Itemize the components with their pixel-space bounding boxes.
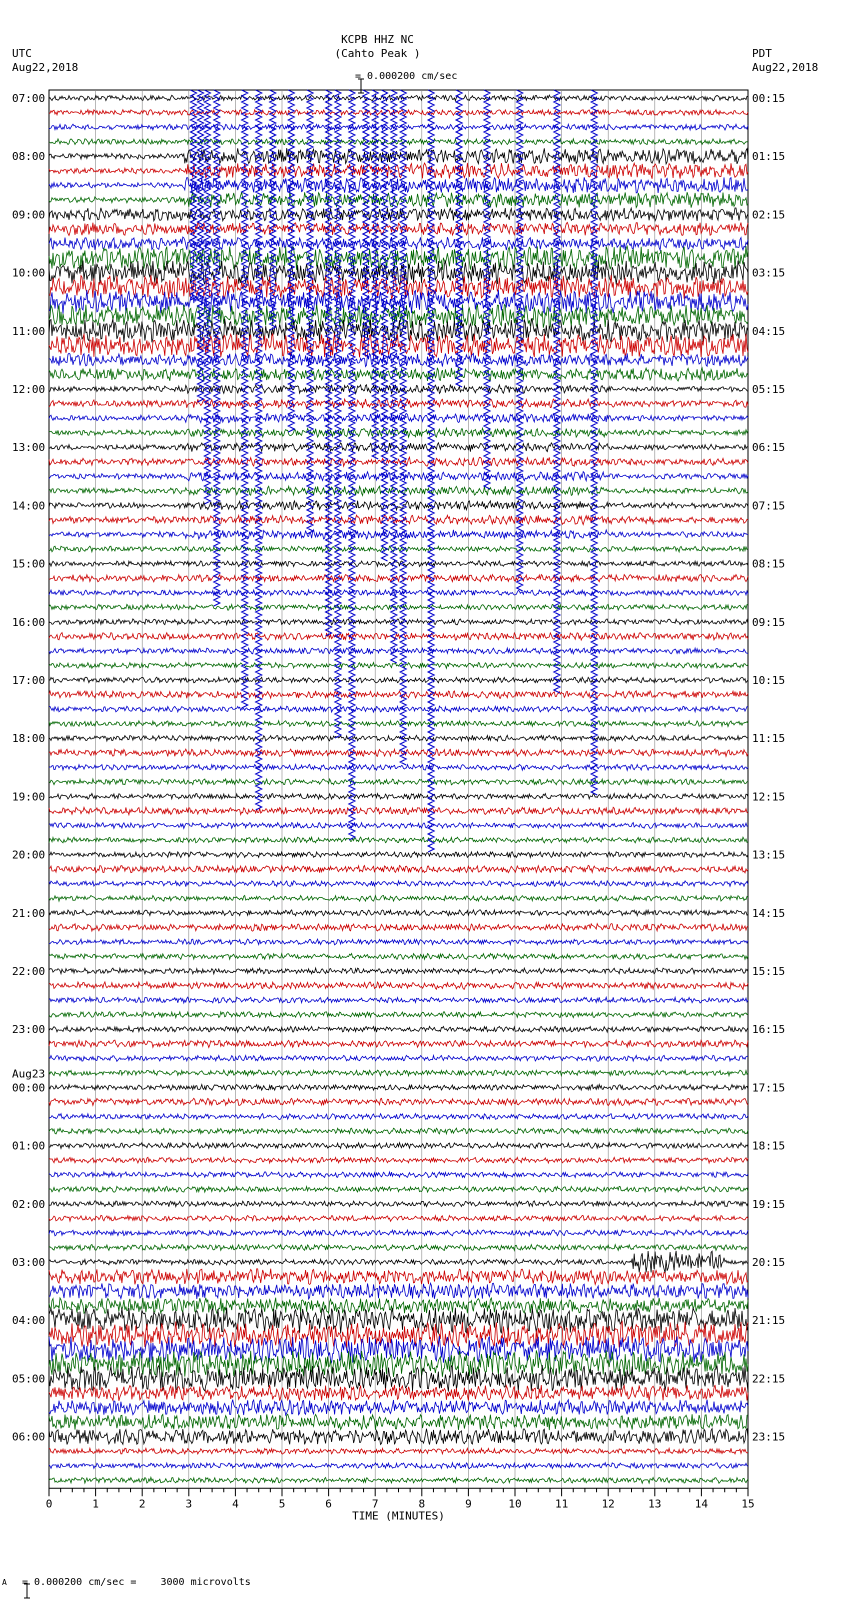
trace-line <box>49 414 748 423</box>
utc-hour-label: 08:00 <box>12 150 46 164</box>
trace-line <box>49 1215 748 1221</box>
trace-line <box>49 837 748 843</box>
trace-line <box>49 779 748 785</box>
trace-line <box>49 1201 748 1207</box>
pdt-hour-label: 09:15 <box>752 615 786 629</box>
trace-line <box>49 1070 748 1076</box>
trace-line <box>49 237 748 250</box>
trace-line <box>49 1414 748 1430</box>
event-spike <box>591 90 597 795</box>
utc-hour-label: 11:00 <box>12 324 46 338</box>
trace-line <box>49 1230 748 1236</box>
trace-line <box>49 968 748 974</box>
trace-line <box>49 910 748 916</box>
trace-line <box>49 997 748 1003</box>
trace-line <box>49 1385 748 1401</box>
pdt-hour-label: 11:15 <box>752 732 786 746</box>
trace-line <box>49 852 748 858</box>
trace-line <box>49 1098 748 1105</box>
trace-line <box>49 706 748 712</box>
pdt-hour-label: 17:15 <box>752 1081 786 1095</box>
trace-line <box>49 546 748 552</box>
trace-line <box>49 472 748 481</box>
trace-line <box>49 1143 748 1149</box>
trace-line <box>49 368 748 381</box>
trace-line <box>49 648 748 654</box>
trace-line <box>49 428 748 437</box>
pdt-hour-label: 18:15 <box>752 1139 786 1153</box>
trace-line <box>49 924 748 932</box>
trace-line <box>49 604 748 610</box>
x-tick-label: 11 <box>554 1497 569 1511</box>
pdt-hour-label: 06:15 <box>752 441 786 455</box>
trace-line <box>49 575 748 582</box>
trace-line <box>49 1012 748 1018</box>
utc-hour-label: 17:00 <box>12 674 46 687</box>
trace-line <box>49 954 748 960</box>
trace-line <box>49 1336 748 1363</box>
utc-hour-label: 21:00 <box>12 906 46 920</box>
trace-line <box>49 633 748 641</box>
trace-line <box>49 1157 748 1163</box>
trace-line <box>49 939 748 945</box>
x-tick-label: 8 <box>418 1497 426 1511</box>
x-tick-label: 13 <box>648 1497 662 1511</box>
left-timezone: UTC <box>12 47 32 60</box>
utc-hour-label: 20:00 <box>12 848 46 862</box>
trace-line <box>49 721 748 727</box>
trace-line <box>49 590 748 596</box>
trace-line <box>49 192 748 208</box>
trace-line <box>49 530 748 539</box>
trace-line <box>49 177 748 193</box>
x-tick-label: 9 <box>465 1497 472 1511</box>
trace-line <box>49 290 748 314</box>
footer-scale-note: = 0.000200 cm/sec = 3000 microvolts <box>22 1577 251 1588</box>
trace-line <box>49 807 748 815</box>
event-spike <box>204 90 210 504</box>
trace-line <box>49 1283 748 1299</box>
trace-line <box>49 764 748 770</box>
pdt-hour-label: 16:15 <box>752 1023 786 1037</box>
trace-line <box>49 1269 748 1285</box>
trace-line <box>49 677 748 683</box>
station-location: (Cahto Peak ) <box>334 47 421 60</box>
utc-hour-label: 04:00 <box>12 1314 46 1328</box>
trace-line <box>49 1026 748 1032</box>
right-date: Aug22,2018 <box>752 61 819 74</box>
trace-line <box>49 1350 748 1377</box>
trace-line <box>49 457 748 466</box>
utc-hour-label: 02:00 <box>12 1197 46 1211</box>
event-spike <box>382 90 388 561</box>
pdt-hour-label: 01:15 <box>752 150 786 164</box>
utc-hour-label: 05:00 <box>12 1372 46 1386</box>
trace-line <box>49 823 748 829</box>
utc-hour-label: 09:00 <box>12 208 46 222</box>
x-tick-label: 4 <box>232 1497 239 1511</box>
x-tick-label: 0 <box>45 1497 53 1511</box>
left-date: Aug22,2018 <box>12 61 79 74</box>
pdt-hour-label: 03:15 <box>752 266 786 280</box>
trace-line <box>49 319 748 343</box>
trace-line <box>49 208 748 221</box>
trace-line <box>49 1040 748 1047</box>
pdt-hour-label: 15:15 <box>752 965 786 978</box>
event-spike <box>456 90 462 387</box>
trace-line <box>49 1298 748 1314</box>
station-title: KCPB HHZ NC <box>341 33 414 46</box>
x-tick-label: 2 <box>138 1497 146 1511</box>
utc-hour-label: 03:00 <box>12 1256 46 1269</box>
trace-line <box>49 663 748 669</box>
trace-line <box>49 982 748 989</box>
trace-line <box>49 95 748 101</box>
trace-line <box>49 1477 748 1483</box>
utc-hour-label: 10:00 <box>12 266 46 280</box>
trace-line <box>49 1400 748 1416</box>
trace-line <box>49 1245 748 1251</box>
trace-line <box>49 148 748 164</box>
x-tick-label: 15 <box>741 1497 755 1511</box>
utc-hour-label: 14:00 <box>12 499 46 513</box>
trace-line <box>49 385 748 394</box>
utc-hour-label: 19:00 <box>12 790 46 804</box>
pdt-hour-label: 20:15 <box>752 1256 786 1269</box>
x-tick-label: 12 <box>601 1497 615 1511</box>
trace-line <box>49 1448 748 1454</box>
utc-hour-label: 13:00 <box>12 441 46 455</box>
pdt-hour-label: 23:15 <box>752 1430 786 1444</box>
pdt-hour-label: 19:15 <box>752 1197 786 1211</box>
pdt-hour-label: 10:15 <box>752 674 786 687</box>
trace-line <box>49 222 748 235</box>
trace-line <box>49 333 748 357</box>
utc-hour-label: 16:00 <box>12 615 46 629</box>
trace-line <box>49 1172 748 1178</box>
event-spike <box>256 90 262 810</box>
utc-hour-label: 18:00 <box>12 732 46 746</box>
x-tick-label: 1 <box>92 1497 99 1511</box>
trace-line <box>49 246 748 270</box>
utc-hour-label: 15:00 <box>12 557 46 571</box>
trace-line <box>49 619 748 625</box>
trace-line <box>49 399 748 408</box>
pdt-hour-label: 02:15 <box>752 208 786 222</box>
trace-line <box>49 1251 748 1273</box>
trace-line <box>49 881 748 887</box>
x-tick-label: 5 <box>278 1497 286 1511</box>
x-tick-label: 7 <box>371 1497 379 1511</box>
trace-line <box>49 1463 748 1469</box>
pdt-hour-label: 21:15 <box>752 1314 786 1328</box>
trace-line <box>49 1128 748 1134</box>
scale-value: = 0.000200 cm/sec <box>355 71 458 82</box>
x-tick-label: 6 <box>325 1497 332 1511</box>
trace-line <box>49 139 748 145</box>
trace-line <box>49 749 748 756</box>
trace-line <box>49 794 748 800</box>
pdt-hour-label: 08:15 <box>752 557 786 571</box>
trace-line <box>49 691 748 699</box>
right-timezone: PDT <box>752 47 772 60</box>
trace-line <box>49 124 748 130</box>
utc-hour-label: 06:00 <box>12 1430 46 1444</box>
trace-line <box>49 515 748 524</box>
footer-marker: A <box>2 1578 7 1587</box>
pdt-hour-label: 07:15 <box>752 499 786 513</box>
trace-line <box>49 163 748 179</box>
trace-line <box>49 261 748 285</box>
trace-line <box>49 486 748 495</box>
trace-line <box>49 110 748 116</box>
x-tick-label: 14 <box>694 1497 709 1511</box>
x-tick-label: 10 <box>508 1497 522 1511</box>
utc-hour-label: 23:00 <box>12 1023 46 1037</box>
pdt-hour-label: 13:15 <box>752 848 786 862</box>
trace-line <box>49 1085 748 1091</box>
x-axis-label: TIME (MINUTES) <box>352 1509 445 1523</box>
trace-line <box>49 735 748 741</box>
pdt-hour-label: 05:15 <box>752 383 786 396</box>
trace-line <box>49 1429 748 1445</box>
trace-line <box>49 1186 748 1192</box>
pdt-hour-label: 22:15 <box>752 1372 786 1386</box>
utc-hour-label: 01:00 <box>12 1139 46 1153</box>
trace-line <box>49 443 748 452</box>
trace-line <box>49 1055 748 1061</box>
trace-line <box>49 1114 748 1120</box>
trace-line <box>49 896 748 902</box>
event-spike <box>554 90 560 693</box>
pdt-hour-label: 14:15 <box>752 906 786 920</box>
day-change-label: Aug23 <box>12 1067 46 1081</box>
trace-line <box>49 561 748 567</box>
trace-line <box>49 501 748 510</box>
trace-line <box>49 353 748 366</box>
x-tick-label: 3 <box>185 1497 193 1511</box>
pdt-hour-label: 12:15 <box>752 790 786 804</box>
pdt-hour-label: 00:15 <box>752 92 786 105</box>
utc-hour-label: 07:00 <box>12 92 46 105</box>
utc-hour-label: 12:00 <box>12 383 46 396</box>
utc-hour-label: 00:00 <box>12 1081 46 1095</box>
utc-hour-label: 22:00 <box>12 965 46 978</box>
trace-line <box>49 865 748 872</box>
pdt-hour-label: 04:15 <box>752 324 786 338</box>
event-spike <box>191 90 197 300</box>
